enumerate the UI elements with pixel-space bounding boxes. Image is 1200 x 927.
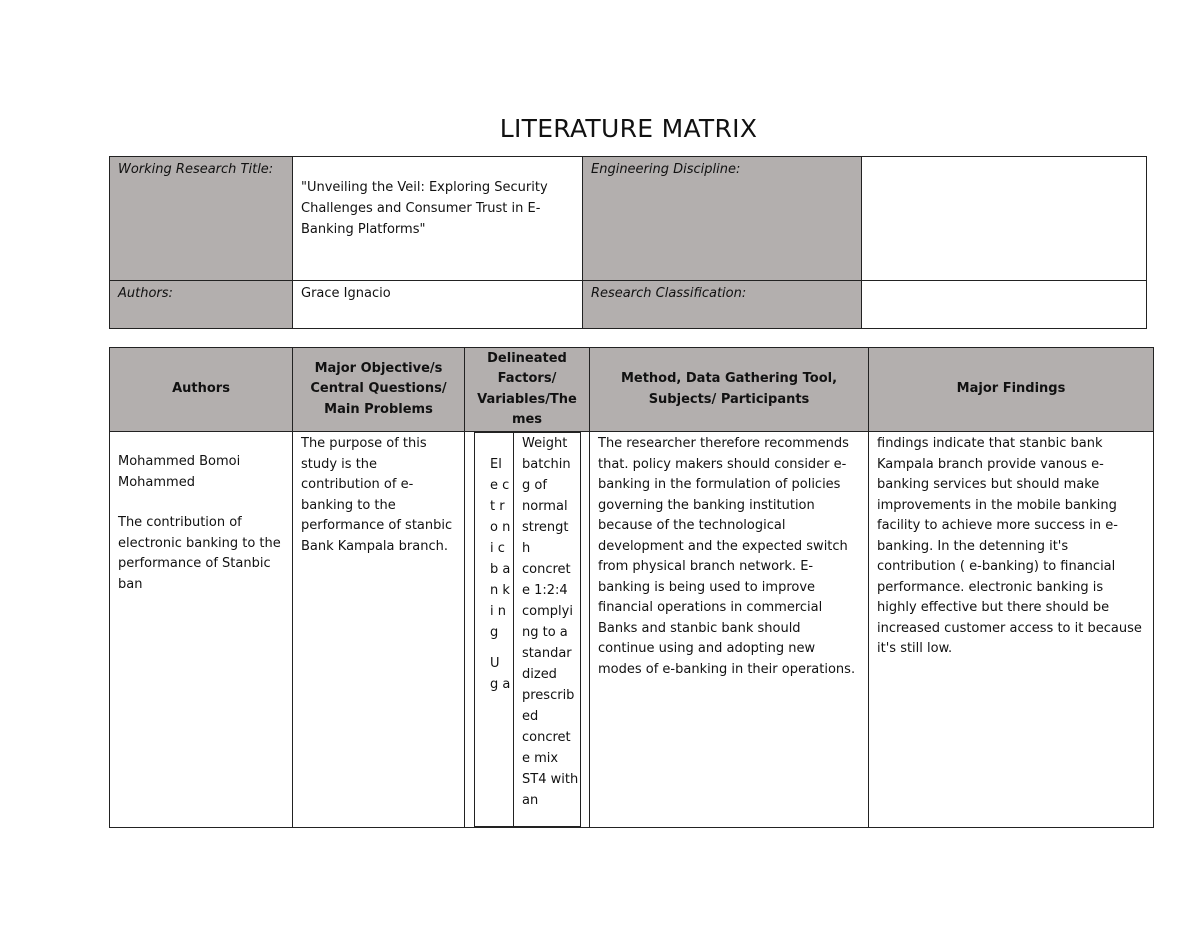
header-factors: Delineated Factors/ Variables/The mes [465, 348, 590, 432]
cell-factors [465, 432, 590, 828]
cell-findings [869, 432, 1154, 828]
factors-inner-table [474, 432, 581, 827]
discipline-label: Engineering Discipline: [583, 157, 862, 281]
header-objective: Major Objective/s Central Questions/ Main Problems [293, 348, 465, 432]
factor-column-b: Weight batchin g of normal strengt h concret e 1:2:4 complyi ng to a standar dized prescrib ed concret e mix ST4 with an [514, 433, 581, 827]
objective-text: The purpose of this study is the contribution of e-banking to the performance of stanbic Bank Kampala branch. [301, 436, 453, 554]
factor-a2-text: U g a [490, 656, 511, 692]
header-authors: Authors [110, 348, 293, 432]
research-info-table [109, 156, 1147, 329]
method-text: The researcher therefore recommends that. policy makers should consider e-banking in the formulation of policies governing the banking institution because of the technological development and the expected switch from physical branch network. E-banking is being used to improve financial operations in commercial Banks and stanbic bank should continue using and adopting new modes of e-banking in their operations. [598, 436, 856, 677]
page-title: LITERATURE MATRIX [499, 114, 758, 143]
authors-label: Authors: [110, 281, 293, 329]
author-name: Mohammed Bomoi Mohammed [118, 454, 241, 490]
cell-authors [110, 432, 293, 828]
header-method: Method, Data Gathering Tool, Subjects/ Participants [590, 348, 869, 432]
authors-value: Grace Ignacio [293, 281, 583, 329]
working-title-text: "Unveiling the Veil: Exploring Security Challenges and Consumer Trust in E-Banking Platforms" [301, 180, 548, 237]
discipline-value [862, 157, 1147, 281]
literature-matrix-table [109, 347, 1154, 828]
factor-column-a [475, 433, 514, 827]
cell-method [590, 432, 869, 828]
header-findings: Major Findings [869, 348, 1154, 432]
factor-a-text: El e ct r o ni c b a n ki n g [490, 457, 511, 640]
findings-text: findings indicate that stanbic bank Kampala branch provide vanous e-banking services but should make improvements in the mobile banking facility to achieve more success in e-banking. In the detenning it's contribution ( e-banking) to financial performance. electronic banking is highly effective but there should be increased customer access to it because it's still low. [877, 436, 1142, 656]
author-study-title: The contribution of electronic banking to the performance of Stanbic ban [118, 515, 281, 592]
working-title-value [293, 157, 583, 281]
working-title-label: Working Research Title: [110, 157, 293, 281]
cell-objective [293, 432, 465, 828]
classification-value [862, 281, 1147, 329]
classification-label: Research Classification: [583, 281, 862, 329]
